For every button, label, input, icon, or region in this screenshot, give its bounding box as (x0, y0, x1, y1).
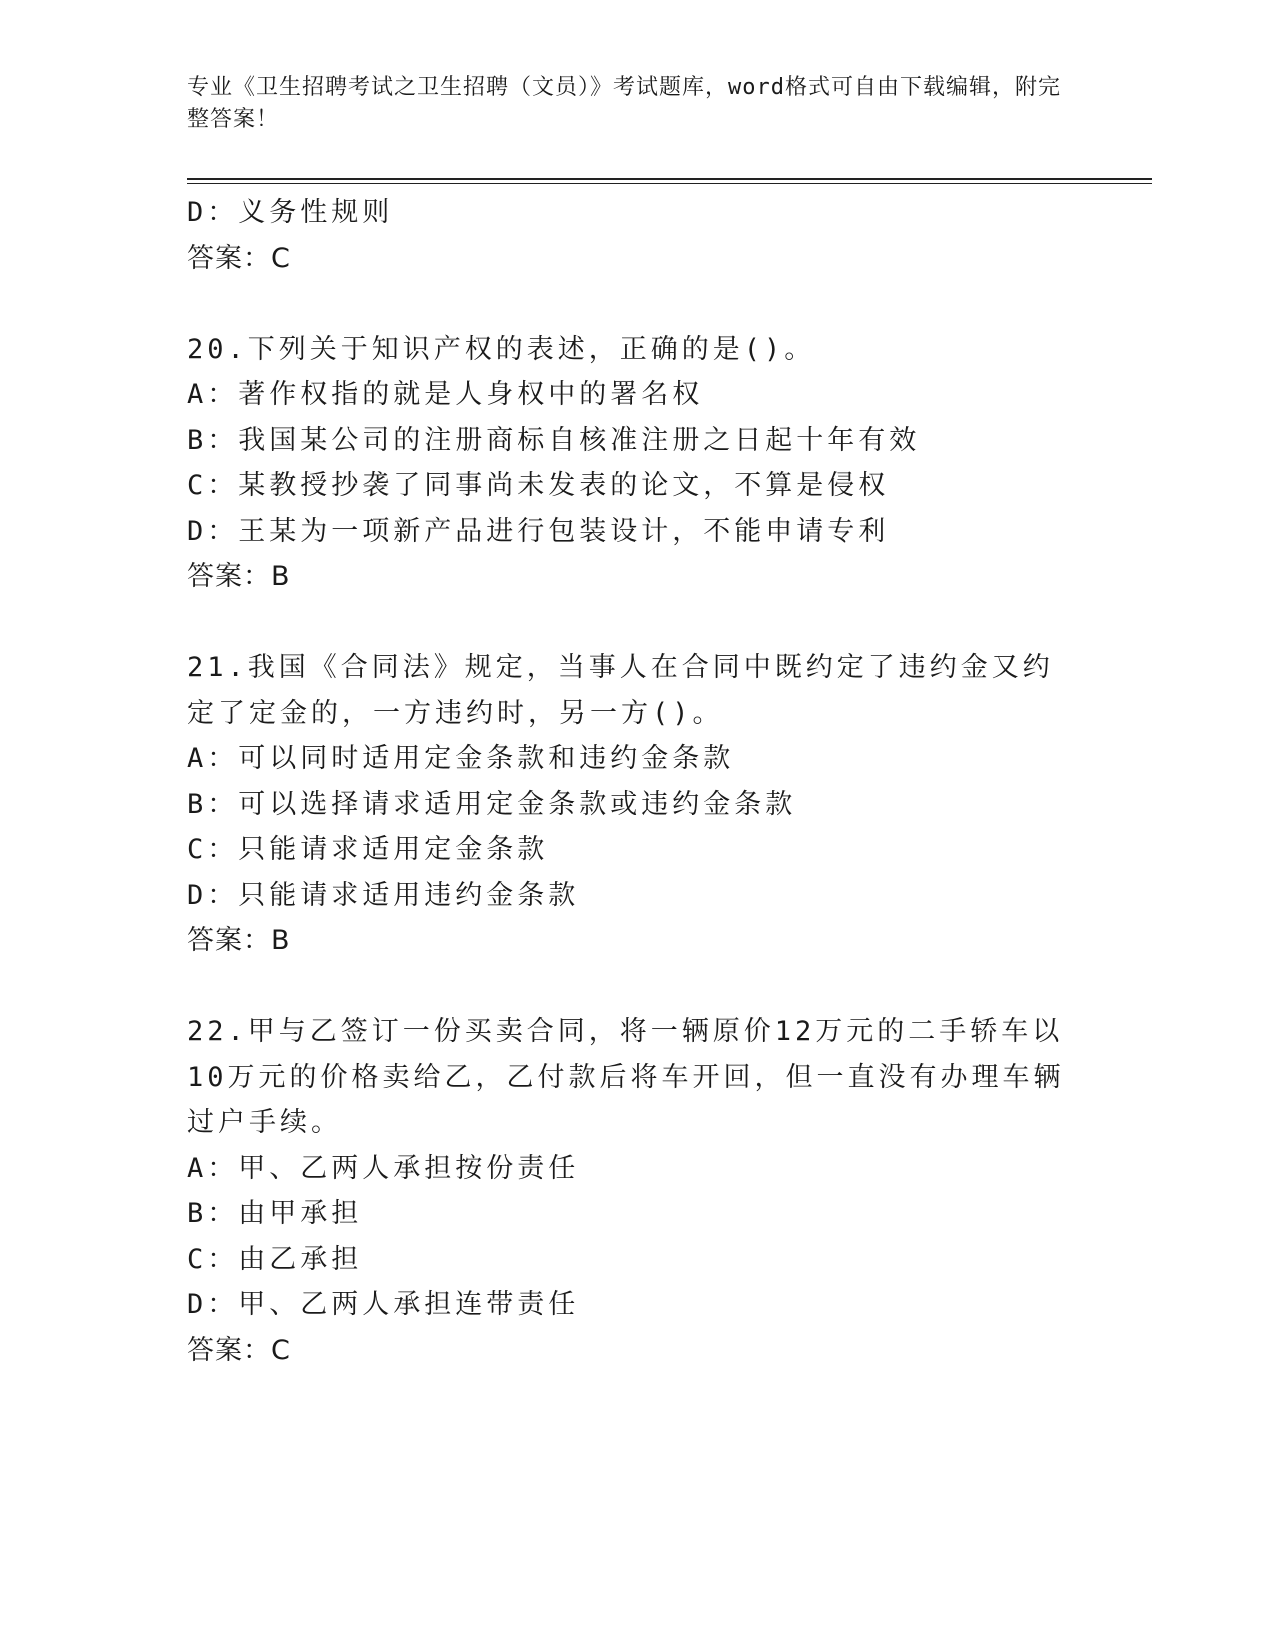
question-answer: 答案：C (187, 1334, 291, 1366)
question-answer: 答案：B (187, 925, 291, 956)
option-c: C：由乙承担 (187, 1243, 363, 1275)
question-22 (187, 1009, 1087, 1373)
question-21 (187, 645, 1087, 964)
option-b: B：由甲承担 (187, 1198, 363, 1229)
option-d: D：王某为一项新产品进行包装设计，不能申请专利 (187, 515, 890, 547)
header-divider-thick (187, 178, 1152, 180)
question-answer: 答案：B (187, 561, 291, 592)
option-b: B：可以选择请求适用定金条款或违约金条款 (187, 788, 797, 820)
spacer (187, 600, 1087, 646)
question-stem: 20.下列关于知识产权的表述，正确的是()。 (187, 333, 816, 365)
option-c: C：只能请求适用定金条款 (187, 834, 549, 865)
spacer (187, 281, 1087, 327)
header-divider-thin (187, 183, 1152, 184)
question-stem: 22.甲与乙签订一份买卖合同，将一辆原价12万元的二手轿车以10万元的价格卖给乙，乙付款后将车开回，但一直没有办理车辆过户手续。 (187, 1016, 1065, 1138)
question-stem: 21.我国《合同法》规定，当事人在合同中既约定了违约金又约定了定金的，一方违约时，另一方()。 (187, 652, 1054, 729)
option-a: A：可以同时适用定金条款和违约金条款 (187, 743, 735, 774)
question-20 (187, 327, 1087, 600)
document-header: 专业《卫生招聘考试之卫生招聘（文员）》考试题库，word格式可自由下载编辑，附完整答案！ (187, 75, 1061, 132)
spacer (187, 964, 1087, 1010)
previous-question-option-d: D：义务性规则 (187, 197, 394, 228)
option-c: C：某教授抄袭了同事尚未发表的论文，不算是侵权 (187, 470, 890, 501)
option-b: B：我国某公司的注册商标自核准注册之日起十年有效 (187, 424, 921, 456)
question-content (187, 190, 1087, 1373)
option-a: A：著作权指的就是人身权中的署名权 (187, 379, 704, 410)
option-a: A：甲、乙两人承担按份责任 (187, 1152, 580, 1184)
option-d: D：只能请求适用违约金条款 (187, 879, 580, 911)
previous-question-answer: 答案：C (187, 242, 291, 274)
option-d: D：甲、乙两人承担连带责任 (187, 1289, 580, 1320)
